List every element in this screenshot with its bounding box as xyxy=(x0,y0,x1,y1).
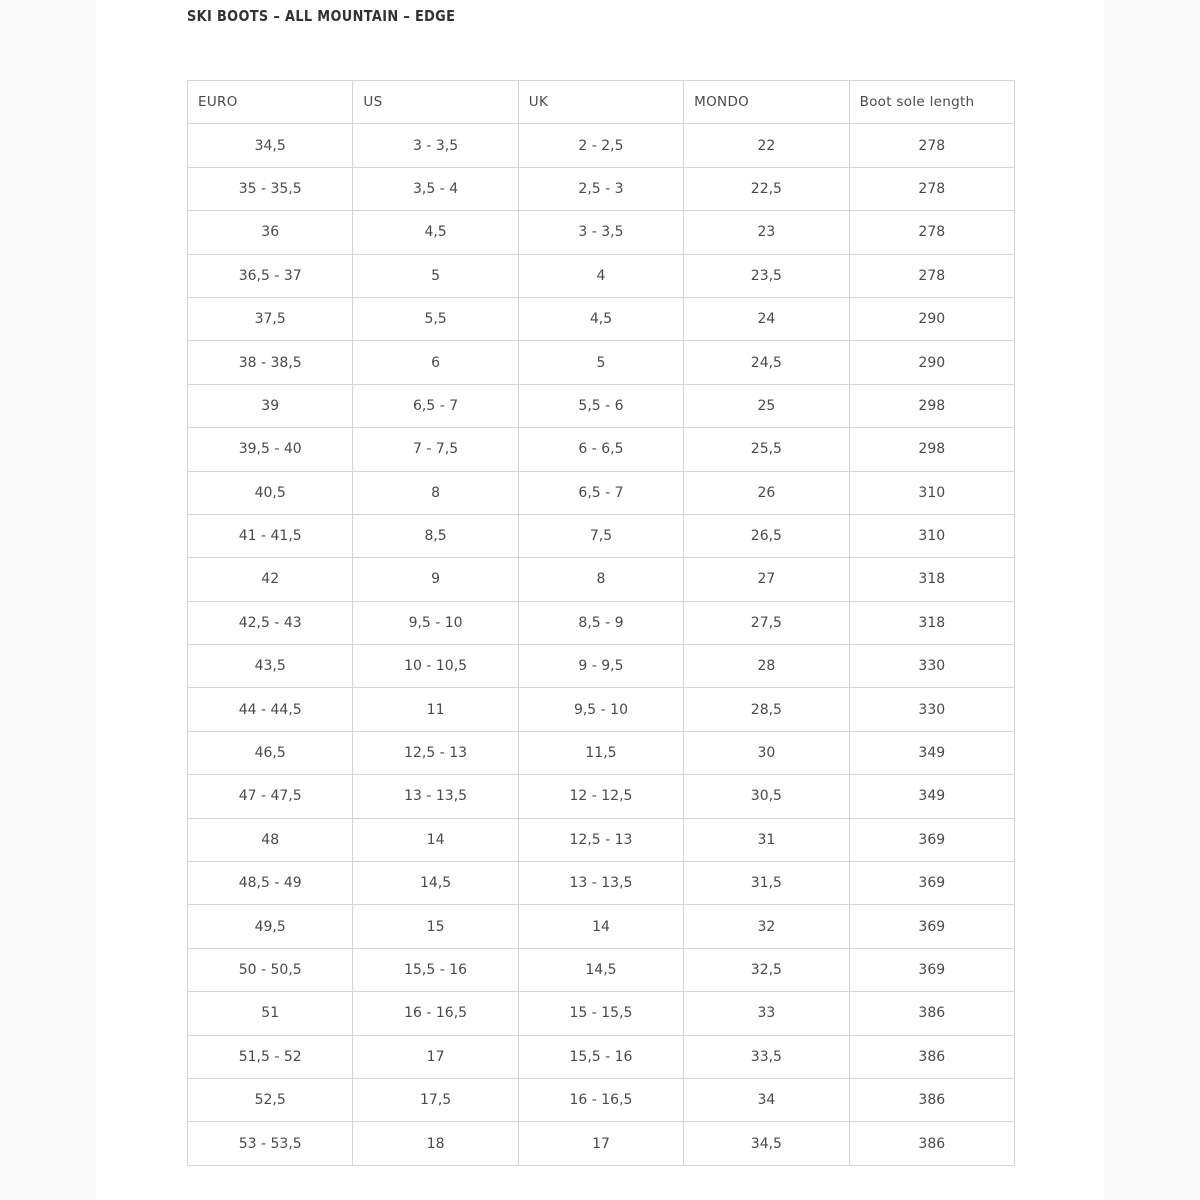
us-cell: 7 - 7,5 xyxy=(353,428,518,471)
mondo-cell: 30 xyxy=(684,731,849,774)
boot-sole-length-cell: 330 xyxy=(849,688,1014,731)
mondo-cell: 26,5 xyxy=(684,514,849,557)
us-cell: 8 xyxy=(353,471,518,514)
table-row xyxy=(188,775,1015,818)
boot-sole-length-cell: 386 xyxy=(849,992,1014,1035)
euro-cell: 37,5 xyxy=(188,297,353,340)
uk-cell: 12,5 - 13 xyxy=(518,818,683,861)
mondo-cell: 30,5 xyxy=(684,775,849,818)
table-row xyxy=(188,1122,1015,1165)
us-cell: 14 xyxy=(353,818,518,861)
us-cell: 17,5 xyxy=(353,1078,518,1121)
boot-sole-length-cell: 386 xyxy=(849,1122,1014,1165)
uk-cell: 15 - 15,5 xyxy=(518,992,683,1035)
uk-cell: 4,5 xyxy=(518,297,683,340)
table-row xyxy=(188,992,1015,1035)
table-row xyxy=(188,731,1015,774)
column-header-uk: UK xyxy=(518,81,683,124)
mondo-cell: 22 xyxy=(684,124,849,167)
boot-sole-length-cell: 369 xyxy=(849,948,1014,991)
us-cell: 11 xyxy=(353,688,518,731)
uk-cell: 2,5 - 3 xyxy=(518,167,683,210)
euro-cell: 48 xyxy=(188,818,353,861)
uk-cell: 8,5 - 9 xyxy=(518,601,683,644)
euro-cell: 47 - 47,5 xyxy=(188,775,353,818)
mondo-cell: 22,5 xyxy=(684,167,849,210)
table-row xyxy=(188,948,1015,991)
header-row xyxy=(188,81,1015,124)
us-cell: 3,5 - 4 xyxy=(353,167,518,210)
size-chart-table xyxy=(187,80,1015,1166)
table-row xyxy=(188,601,1015,644)
uk-cell: 7,5 xyxy=(518,514,683,557)
boot-sole-length-cell: 278 xyxy=(849,254,1014,297)
us-cell: 9 xyxy=(353,558,518,601)
table-body xyxy=(188,124,1015,1165)
us-cell: 8,5 xyxy=(353,514,518,557)
boot-sole-length-cell: 386 xyxy=(849,1078,1014,1121)
mondo-cell: 34 xyxy=(684,1078,849,1121)
table-row xyxy=(188,688,1015,731)
euro-cell: 38 - 38,5 xyxy=(188,341,353,384)
mondo-cell: 31,5 xyxy=(684,862,849,905)
column-header-mondo: MONDO xyxy=(684,81,849,124)
euro-cell: 44 - 44,5 xyxy=(188,688,353,731)
boot-sole-length-cell: 278 xyxy=(849,167,1014,210)
us-cell: 17 xyxy=(353,1035,518,1078)
mondo-cell: 33,5 xyxy=(684,1035,849,1078)
mondo-cell: 33 xyxy=(684,992,849,1035)
boot-sole-length-cell: 318 xyxy=(849,558,1014,601)
boot-sole-length-cell: 318 xyxy=(849,601,1014,644)
table-row xyxy=(188,211,1015,254)
uk-cell: 9,5 - 10 xyxy=(518,688,683,731)
boot-sole-length-cell: 310 xyxy=(849,514,1014,557)
mondo-cell: 25 xyxy=(684,384,849,427)
table-row xyxy=(188,384,1015,427)
euro-cell: 40,5 xyxy=(188,471,353,514)
uk-cell: 5 xyxy=(518,341,683,384)
mondo-cell: 24 xyxy=(684,297,849,340)
uk-cell: 12 - 12,5 xyxy=(518,775,683,818)
us-cell: 10 - 10,5 xyxy=(353,645,518,688)
mondo-cell: 32 xyxy=(684,905,849,948)
euro-cell: 46,5 xyxy=(188,731,353,774)
column-header-us: US xyxy=(353,81,518,124)
table-row xyxy=(188,905,1015,948)
mondo-cell: 25,5 xyxy=(684,428,849,471)
euro-cell: 35 - 35,5 xyxy=(188,167,353,210)
boot-sole-length-cell: 349 xyxy=(849,775,1014,818)
euro-cell: 39 xyxy=(188,384,353,427)
us-cell: 6 xyxy=(353,341,518,384)
mondo-cell: 27,5 xyxy=(684,601,849,644)
uk-cell: 8 xyxy=(518,558,683,601)
boot-sole-length-cell: 386 xyxy=(849,1035,1014,1078)
us-cell: 18 xyxy=(353,1122,518,1165)
euro-cell: 34,5 xyxy=(188,124,353,167)
boot-sole-length-cell: 369 xyxy=(849,818,1014,861)
boot-sole-length-cell: 298 xyxy=(849,428,1014,471)
boot-sole-length-cell: 290 xyxy=(849,341,1014,384)
boot-sole-length-cell: 278 xyxy=(849,124,1014,167)
uk-cell: 14 xyxy=(518,905,683,948)
mondo-cell: 32,5 xyxy=(684,948,849,991)
boot-sole-length-cell: 369 xyxy=(849,862,1014,905)
uk-cell: 13 - 13,5 xyxy=(518,862,683,905)
mondo-cell: 31 xyxy=(684,818,849,861)
page-title: SKI BOOTS – ALL MOUNTAIN – EDGE xyxy=(187,7,456,25)
euro-cell: 42 xyxy=(188,558,353,601)
boot-sole-length-cell: 330 xyxy=(849,645,1014,688)
table-row xyxy=(188,558,1015,601)
mondo-cell: 23 xyxy=(684,211,849,254)
us-cell: 13 - 13,5 xyxy=(353,775,518,818)
table-row xyxy=(188,167,1015,210)
us-cell: 16 - 16,5 xyxy=(353,992,518,1035)
table-header xyxy=(188,81,1015,124)
euro-cell: 53 - 53,5 xyxy=(188,1122,353,1165)
table-row xyxy=(188,428,1015,471)
mondo-cell: 27 xyxy=(684,558,849,601)
uk-cell: 14,5 xyxy=(518,948,683,991)
euro-cell: 36 xyxy=(188,211,353,254)
table-row xyxy=(188,514,1015,557)
euro-cell: 42,5 - 43 xyxy=(188,601,353,644)
uk-cell: 15,5 - 16 xyxy=(518,1035,683,1078)
euro-cell: 36,5 - 37 xyxy=(188,254,353,297)
us-cell: 12,5 - 13 xyxy=(353,731,518,774)
table-row xyxy=(188,818,1015,861)
us-cell: 15,5 - 16 xyxy=(353,948,518,991)
uk-cell: 6 - 6,5 xyxy=(518,428,683,471)
table-row xyxy=(188,297,1015,340)
mondo-cell: 23,5 xyxy=(684,254,849,297)
euro-cell: 51 xyxy=(188,992,353,1035)
table-row xyxy=(188,645,1015,688)
uk-cell: 9 - 9,5 xyxy=(518,645,683,688)
euro-cell: 52,5 xyxy=(188,1078,353,1121)
table-row xyxy=(188,1078,1015,1121)
table-row xyxy=(188,1035,1015,1078)
column-header-boot-sole-length: Boot sole length xyxy=(849,81,1014,124)
us-cell: 5 xyxy=(353,254,518,297)
table-row xyxy=(188,124,1015,167)
euro-cell: 50 - 50,5 xyxy=(188,948,353,991)
boot-sole-length-cell: 369 xyxy=(849,905,1014,948)
boot-sole-length-cell: 290 xyxy=(849,297,1014,340)
uk-cell: 2 - 2,5 xyxy=(518,124,683,167)
table-row xyxy=(188,862,1015,905)
uk-cell: 4 xyxy=(518,254,683,297)
table-row xyxy=(188,341,1015,384)
euro-cell: 43,5 xyxy=(188,645,353,688)
boot-sole-length-cell: 349 xyxy=(849,731,1014,774)
boot-sole-length-cell: 278 xyxy=(849,211,1014,254)
euro-cell: 41 - 41,5 xyxy=(188,514,353,557)
boot-sole-length-cell: 310 xyxy=(849,471,1014,514)
table-row xyxy=(188,471,1015,514)
euro-cell: 48,5 - 49 xyxy=(188,862,353,905)
us-cell: 14,5 xyxy=(353,862,518,905)
mondo-cell: 28,5 xyxy=(684,688,849,731)
us-cell: 9,5 - 10 xyxy=(353,601,518,644)
mondo-cell: 24,5 xyxy=(684,341,849,384)
mondo-cell: 34,5 xyxy=(684,1122,849,1165)
us-cell: 4,5 xyxy=(353,211,518,254)
mondo-cell: 28 xyxy=(684,645,849,688)
column-header-euro: EURO xyxy=(188,81,353,124)
us-cell: 15 xyxy=(353,905,518,948)
uk-cell: 17 xyxy=(518,1122,683,1165)
euro-cell: 49,5 xyxy=(188,905,353,948)
mondo-cell: 26 xyxy=(684,471,849,514)
uk-cell: 5,5 - 6 xyxy=(518,384,683,427)
euro-cell: 51,5 - 52 xyxy=(188,1035,353,1078)
boot-sole-length-cell: 298 xyxy=(849,384,1014,427)
uk-cell: 6,5 - 7 xyxy=(518,471,683,514)
table-row xyxy=(188,254,1015,297)
us-cell: 3 - 3,5 xyxy=(353,124,518,167)
us-cell: 5,5 xyxy=(353,297,518,340)
us-cell: 6,5 - 7 xyxy=(353,384,518,427)
uk-cell: 11,5 xyxy=(518,731,683,774)
uk-cell: 16 - 16,5 xyxy=(518,1078,683,1121)
uk-cell: 3 - 3,5 xyxy=(518,211,683,254)
euro-cell: 39,5 - 40 xyxy=(188,428,353,471)
